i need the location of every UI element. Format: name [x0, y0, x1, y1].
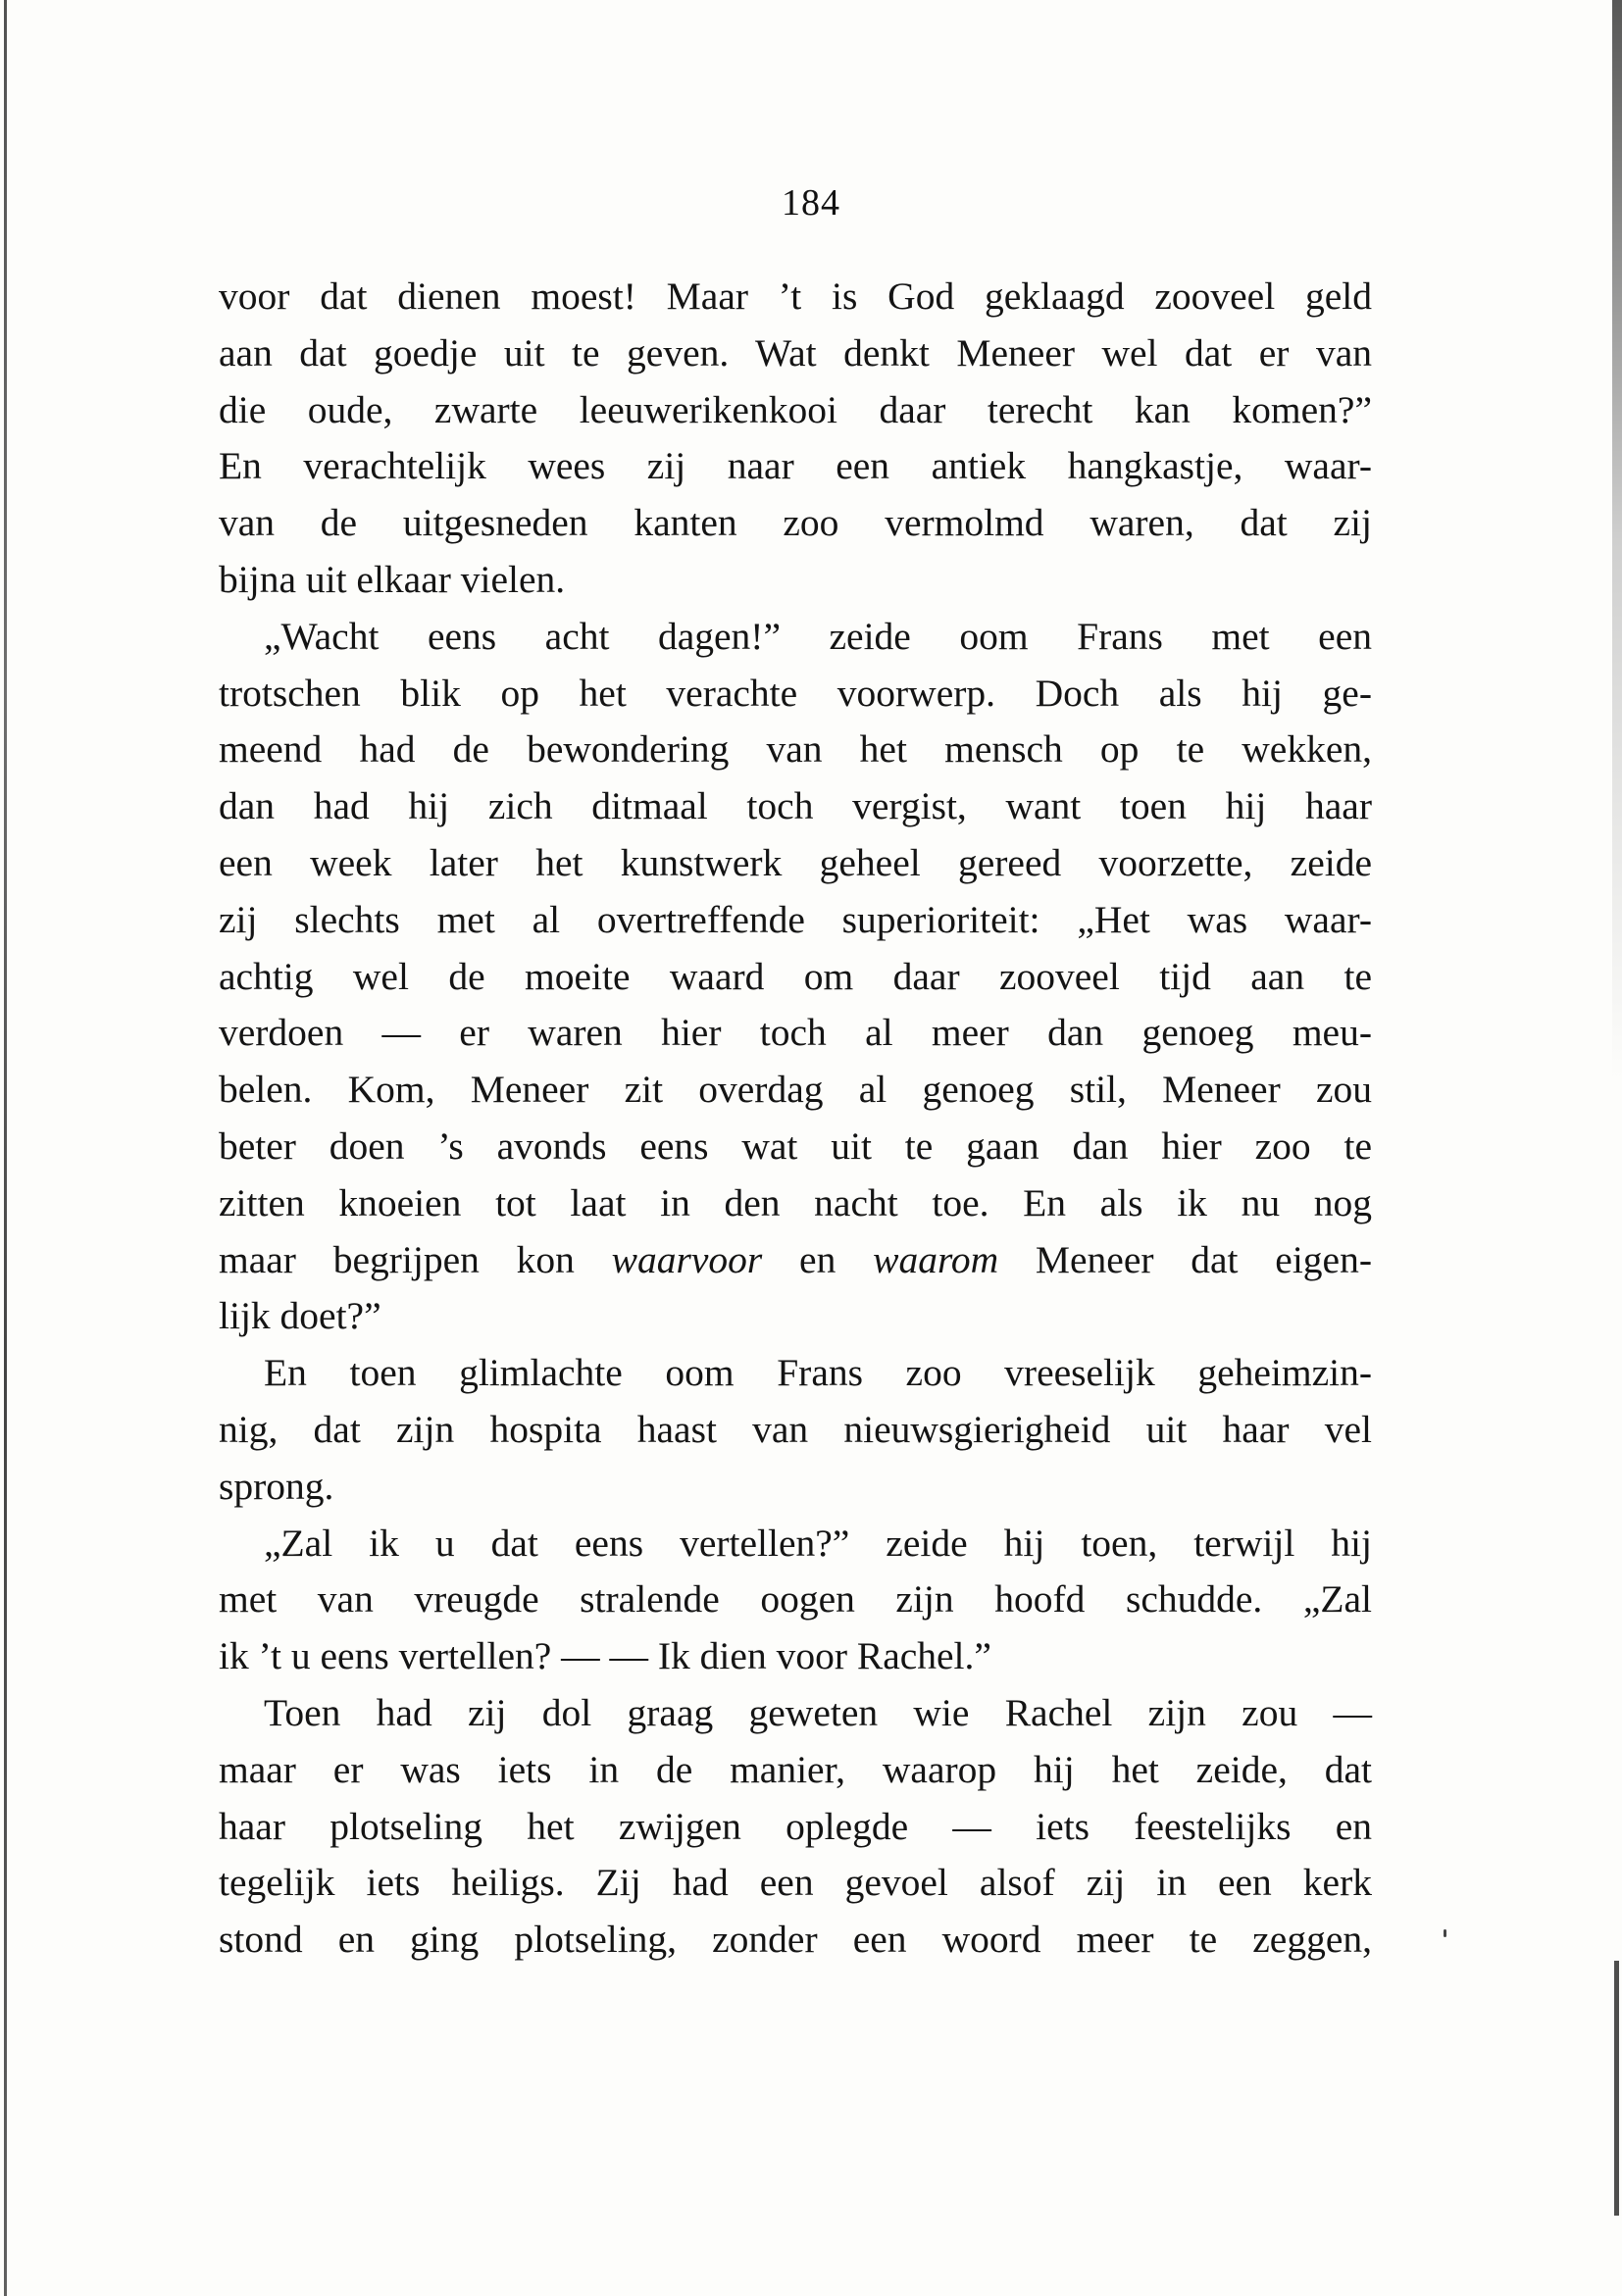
- text-line: van de uitgesneden kanten zoo vermolmd waren, dat zij: [219, 501, 1372, 545]
- text-line: die oude, zwarte leeuwerikenkooi daar terecht kan komen?”: [219, 387, 1372, 431]
- scan-speck: [1444, 1929, 1446, 1937]
- scan-edge-mark: [1614, 1961, 1619, 2216]
- text-line: achtig wel de moeite waard om daar zooveel tijd aan te: [219, 954, 1372, 998]
- text-line: „Zal ik u dat eens vertellen?” zeide hij toen, terwijl hij: [264, 1521, 1372, 1565]
- text-line: Toen had zij dol graag geweten wie Rachel zijn zou —: [264, 1690, 1372, 1734]
- text-line: dan had hij zich ditmaal toch vergist, want toen hij haar: [219, 784, 1372, 828]
- text-line: zitten knoeien tot laat in den nacht toe. En als ik nu nog: [219, 1180, 1372, 1224]
- emphasis-waarom: waarom: [873, 1237, 999, 1281]
- scan-edge-right: [1612, 0, 1622, 1078]
- text-line: trotschen blik op het verachte voorwerp. Doch als hij ge-: [219, 671, 1372, 715]
- text-line: zij slechts met al overtreffende superioriteit: „Het was waar-: [219, 897, 1372, 941]
- text-line: stond en ging plotseling, zonder een woord meer te zeggen,: [219, 1918, 1372, 1962]
- scan-edge-left: [4, 0, 7, 2296]
- emphasis-waarvoor: waarvoor: [611, 1237, 763, 1281]
- text-line: meend had de bewondering van het mensch op te wekken,: [219, 727, 1372, 772]
- text-line: bijna uit elkaar vielen.: [219, 557, 566, 601]
- text-line: belen. Kom, Meneer zit overdag al genoeg stil, Meneer zou: [219, 1068, 1372, 1112]
- text-fragment: en: [762, 1237, 874, 1281]
- text-line: beter doen ’s avonds eens wat uit te gaan dan hier zoo te: [219, 1123, 1372, 1168]
- text-line: lijk doet?”: [219, 1294, 381, 1338]
- text-line: sprong.: [219, 1464, 334, 1508]
- text-line: „Wacht eens acht dagen!” zeide oom Frans met een: [264, 614, 1372, 658]
- text-fragment: Meneer dat eigen-: [998, 1237, 1372, 1281]
- text-line: En verachtelijk wees zij naar een antiek hangkastje, waar-: [219, 444, 1372, 488]
- text-line: haar plotseling het zwijgen oplegde — iets feestelijks en: [219, 1804, 1372, 1848]
- text-line: voor dat dienen moest! Maar ’t is God geklaagd zooveel geld: [219, 275, 1372, 318]
- text-line: met van vreugde stralende oogen zijn hoofd schudde. „Zal: [219, 1577, 1372, 1622]
- text-line: een week later het kunstwerk geheel gereed voorzette, zeide: [219, 840, 1372, 884]
- text-line-with-emphasis: [219, 1232, 1372, 1289]
- body-text: [219, 269, 1372, 1969]
- text-line: En toen glimlachte oom Frans zoo vreeselijk geheimzin-: [264, 1351, 1372, 1395]
- page-number: 184: [782, 182, 840, 224]
- text-line: verdoen — er waren hier toch al meer dan genoeg meu-: [219, 1011, 1372, 1055]
- text-line: nig, dat zijn hospita haast van nieuwsgierigheid uit haar vel: [219, 1407, 1372, 1451]
- text-line: maar er was iets in de manier, waarop hij het zeide, dat: [219, 1747, 1372, 1791]
- text-line: aan dat goedje uit te geven. Wat denkt Meneer wel dat er van: [219, 330, 1372, 374]
- text-line: tegelijk iets heiligs. Zij had een gevoel alsof zij in een kerk: [219, 1861, 1372, 1905]
- text-line: ik ’t u eens vertellen? — — Ik dien voor Rachel.”: [219, 1634, 991, 1678]
- text-fragment: maar begrijpen kon: [219, 1237, 612, 1281]
